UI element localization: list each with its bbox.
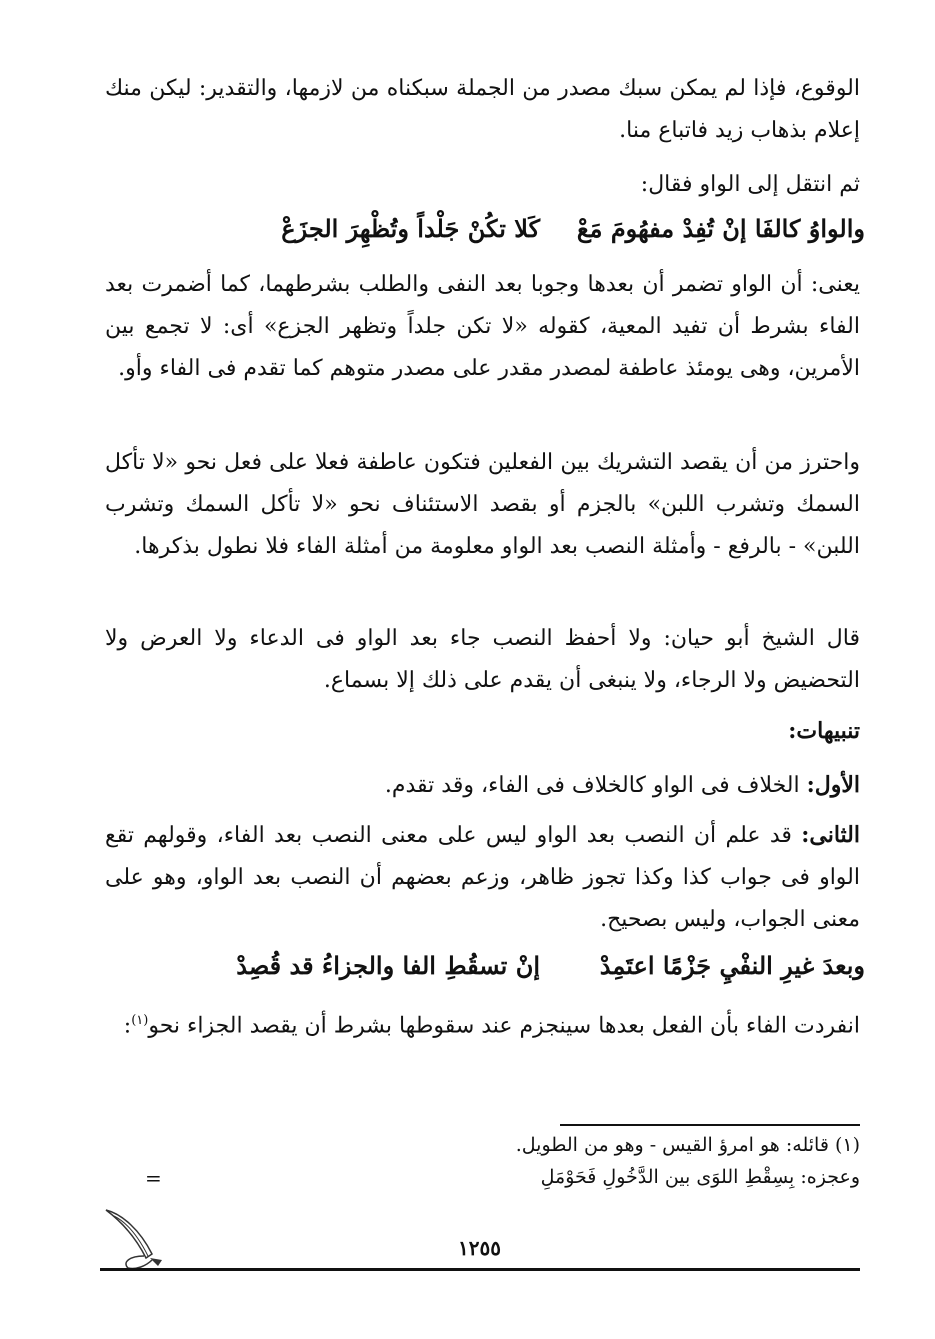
verse-1-second-hemistich: كَلا تكُنْ جَلْداً وتُظْهِرَ الجزَعْ xyxy=(281,214,540,243)
paragraph-7-text: قد علم أن النصب بعد الواو ليس على معنى النصب بعد الفاء، وقولهم تقع الواو فى جواب كذا وكذا تجوز ظاهر، وزعم بعضهم أن النصب بعد الواو، وهو على معنى الجواب، وليس بصحيح. xyxy=(105,823,860,932)
section-heading: تنبيهات: xyxy=(788,718,860,744)
paragraph-6 xyxy=(105,764,860,807)
bottom-rule xyxy=(100,1268,860,1271)
paragraph-8-end: : xyxy=(123,1013,132,1039)
paragraph-3: يعنى: أن الواو تضمر أن بعدها وجوبا بعد النفى والطلب بشرطهما، كما أضمرت بعد الفاء بشرط أن تفيد المعية، كقوله «لا تكن جلداً وتظهر الجزع» أى: لا تجمع بين الأمرين، وهى يومئذ عاطفة لمصدر مقدر على مصدر متوهم كما تقدم فى الفاء وأو. xyxy=(105,272,860,381)
paragraph-4: واحترز من أن يقصد التشريك بين الفعلين فتكون عاطفة فعلا على فعل نحو «لا تأكل السمك وتشرب اللبن» بالجزم أو بقصد الاستئناف نحو «لا تأكل السمك وتشرب اللبن» - بالرفع - وأمثلة النصب بعد الواو معلومة من أمثلة الفاء فلا نطول بذكرها. xyxy=(105,450,860,559)
verse-1 xyxy=(105,207,865,251)
quill-pen-icon xyxy=(100,1200,180,1272)
footnote-continuation-mark: = xyxy=(145,1166,162,1190)
paragraph-6-text: الخلاف فى الواو كالخلاف فى الفاء، وقد تقدم. xyxy=(384,773,800,798)
footnote-reference: (١) xyxy=(131,1013,149,1028)
verse-2-first-hemistich: وبعدَ غيرِ النفْيِ جَزْمًا اعتَمِدْ xyxy=(599,951,865,980)
paragraph-8 xyxy=(105,1000,860,1047)
page-number: ١٢٥٥ xyxy=(458,1236,501,1260)
verse-1-first-hemistich: والواوُ كالفَا إنْ تُفِدْ مفهُومَ مَعْ xyxy=(576,214,865,243)
paragraph-6-label: الأول: xyxy=(806,772,860,798)
footnote-1: (١) قائله: هو امرؤ القيس - وهو من الطويل. xyxy=(515,1134,860,1156)
paragraph-2: ثم انتقل إلى الواو فقال: xyxy=(640,172,860,197)
paragraph-7 xyxy=(105,814,860,941)
verse-2 xyxy=(105,944,865,988)
footnote-2: وعجزه: بِسِقْطِ اللوَى بين الدَّخُولِ فَحَوْمَلِ xyxy=(540,1166,860,1188)
footnote-separator xyxy=(560,1124,860,1126)
paragraph-7-label: الثانى: xyxy=(801,822,860,848)
paragraph-8-text: انفردت الفاء بأن الفعل بعدها سينجزم عند سقوطها بشرط أن يقصد الجزاء نحو xyxy=(148,1013,860,1039)
paragraph-5: قال الشيخ أبو حيان: ولا أحفظ النصب جاء بعد الواو فى الدعاء ولا العرض ولا التحضيض ولا الرجاء، ولا ينبغى أن يقدم على ذلك إلا بسماع. xyxy=(105,626,860,693)
verse-2-second-hemistich: إنْ تسقُطِ الفا والجزاءُ قد قُصِدْ xyxy=(236,951,540,980)
paragraph-1: الوقوع، فإذا لم يمكن سبك مصدر من الجملة سبكناه من لازمها، والتقدير: ليكن منك إعلام بذهاب زيد فاتباع منا. xyxy=(105,76,860,143)
